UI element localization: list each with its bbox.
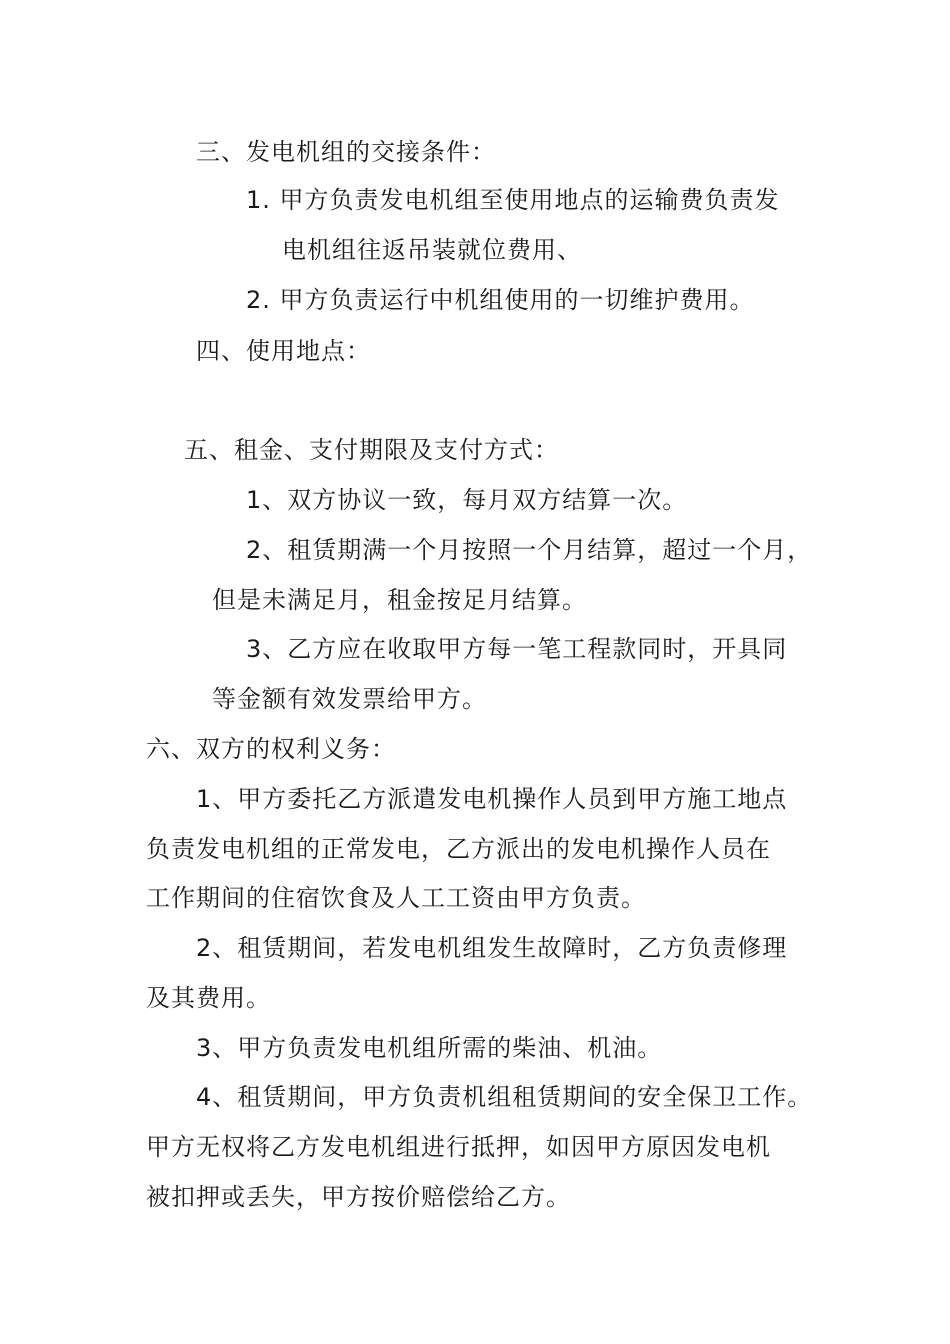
section-5-item-2-line-1: 2、租赁期满一个月按照一个月结算，超过一个月，: [246, 536, 813, 564]
section-3-item-1-line-1: 1. 甲方负责发电机组至使用地点的运输费负责发: [246, 186, 780, 214]
section-6-item-4-line-1: 4、租赁期间，甲方负责机组租赁期间的安全保卫工作。: [196, 1083, 813, 1111]
section-3-item-2: 2. 甲方负责运行中机组使用的一切维护费用。: [246, 286, 755, 314]
section-6-item-1-line-3: 工作期间的住宿饮食及人工工资由甲方负责。: [146, 884, 646, 912]
section-5-heading: 五、租金、支付期限及支付方式：: [184, 436, 559, 464]
section-6-item-1-line-1: 1、甲方委托乙方派遣发电机操作人员到甲方施工地点: [196, 785, 788, 813]
section-6-item-2-line-1: 2、租赁期间，若发电机组发生故障时，乙方负责修理: [196, 934, 788, 962]
section-6-heading: 六、双方的权利义务：: [146, 735, 396, 763]
section-3-heading: 三、发电机组的交接条件：: [196, 138, 496, 166]
section-3-item-1-line-2: 电机组往返吊装就位费用、: [282, 236, 582, 264]
section-5-item-3-line-2: 等金额有效发票给甲方。: [212, 685, 487, 713]
section-6-item-2-line-2: 及其费用。: [146, 984, 271, 1012]
section-5-item-3-line-1: 3、乙方应在收取甲方每一笔工程款同时，开具同: [246, 635, 788, 663]
section-6-item-3: 3、甲方负责发电机组所需的柴油、机油。: [196, 1034, 663, 1062]
section-5-item-2-line-2: 但是未满足月，租金按足月结算。: [212, 586, 587, 614]
section-5-item-1: 1、双方协议一致，每月双方结算一次。: [246, 486, 688, 514]
section-6-item-4-line-3: 被扣押或丢失，甲方按价赔偿给乙方。: [146, 1183, 571, 1211]
section-6-item-4-line-2: 甲方无权将乙方发电机组进行抵押，如因甲方原因发电机: [146, 1133, 771, 1161]
section-4-heading: 四、使用地点：: [196, 337, 371, 365]
section-6-item-1-line-2: 负责发电机组的正常发电，乙方派出的发电机操作人员在: [146, 835, 771, 863]
